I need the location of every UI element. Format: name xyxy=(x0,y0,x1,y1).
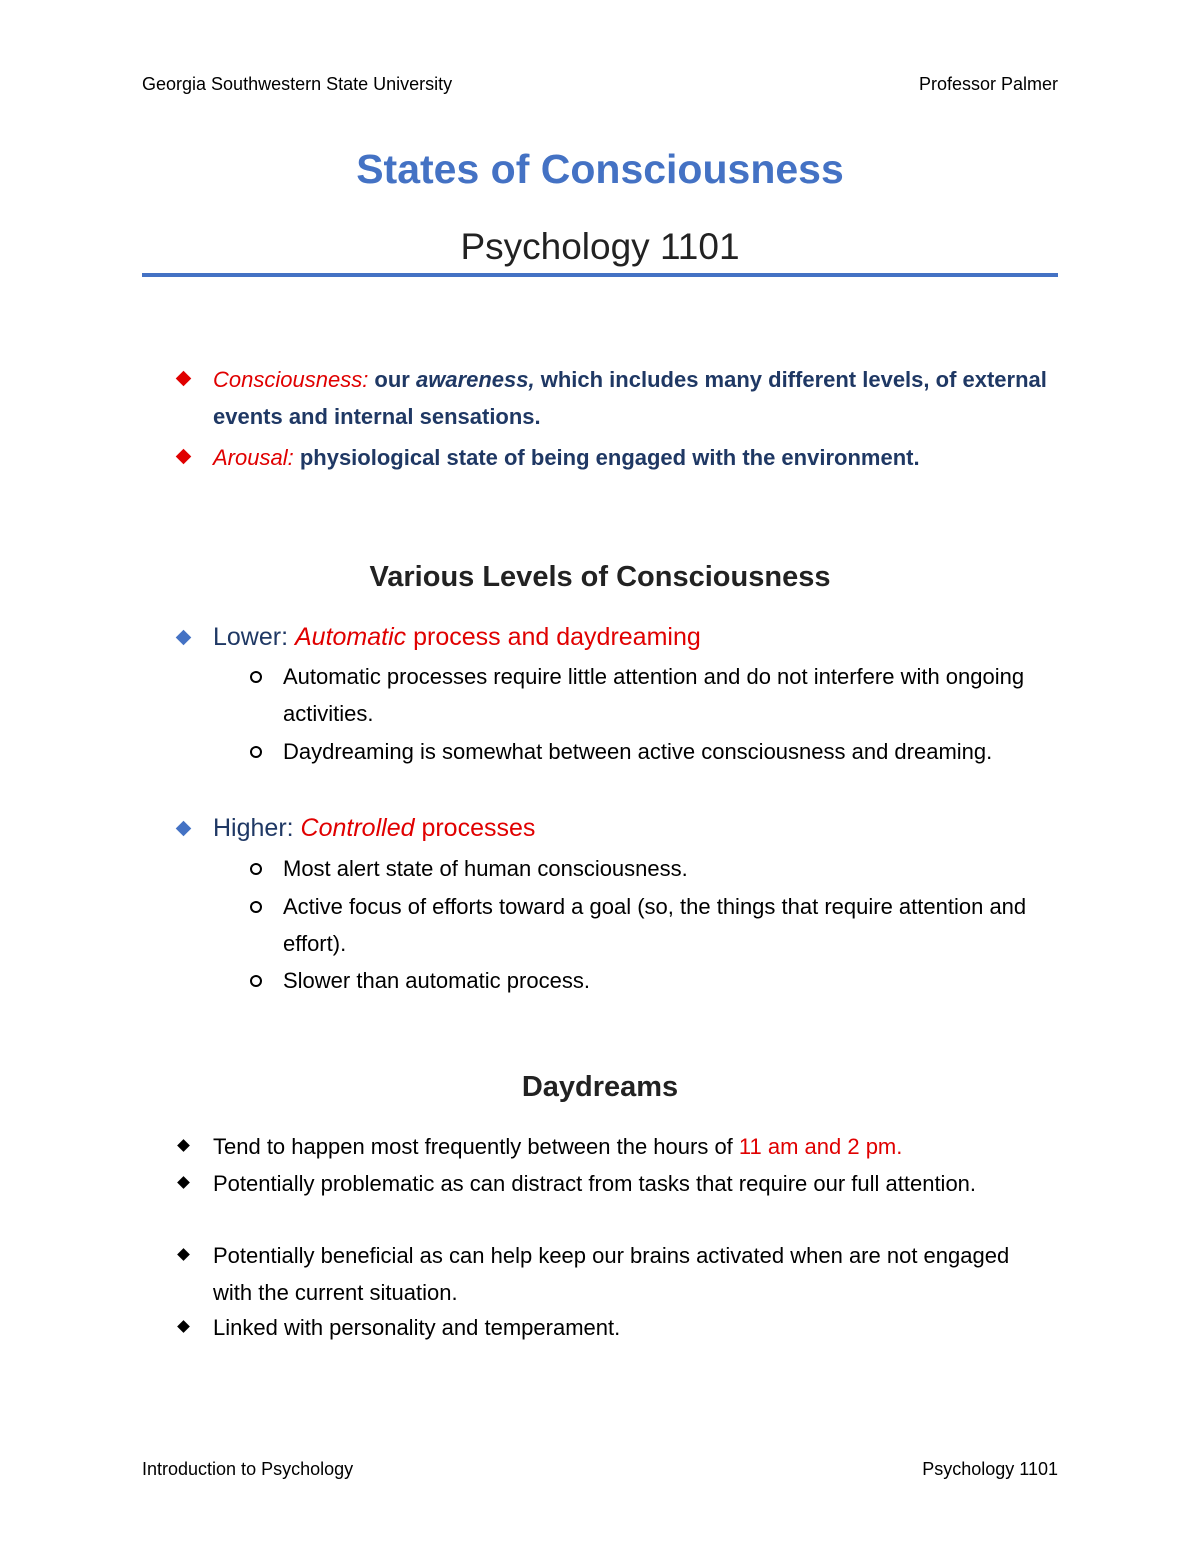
list-item xyxy=(247,658,1067,732)
level-type: Automatic xyxy=(294,623,407,651)
diamond-bullet-icon xyxy=(176,630,192,646)
time-highlight: 11 am and 2 pm. xyxy=(738,1134,903,1159)
header-instructor: Professor Palmer xyxy=(918,74,1058,94)
list-item-text: Most alert state of human consciousness. xyxy=(283,856,688,881)
definition-consciousness xyxy=(175,361,1075,435)
list-item xyxy=(175,1237,1075,1311)
circle-bullet-icon xyxy=(250,746,262,758)
list-item-text: Slower than automatic process. xyxy=(283,968,590,993)
header-institution: Georgia Southwestern State University xyxy=(142,74,453,94)
section-heading-daydreams: Daydreams xyxy=(521,1071,679,1103)
list-item-text: Daydreaming is somewhat between active consciousness and dreaming. xyxy=(283,739,993,764)
circle-bullet-icon xyxy=(250,901,262,913)
diamond-bullet-icon xyxy=(177,1176,190,1189)
section-heading-levels: Various Levels of Consciousness xyxy=(369,561,831,593)
footer-course-name: Introduction to Psychology xyxy=(142,1459,354,1479)
title-divider xyxy=(142,273,1058,277)
definition-text: which includes many different levels, of external events and internal sensations. xyxy=(213,367,1047,429)
page-header xyxy=(142,74,1058,95)
definition-text: our xyxy=(368,367,416,392)
page-footer xyxy=(142,1459,1058,1480)
level-lower xyxy=(175,619,1075,656)
footer-course-code: Psychology 1101 xyxy=(922,1459,1058,1479)
level-higher xyxy=(175,810,1075,847)
diamond-bullet-icon xyxy=(176,371,192,387)
level-label: Higher: xyxy=(213,814,301,842)
circle-bullet-icon xyxy=(250,975,262,987)
definition-term: Arousal: xyxy=(213,445,294,470)
list-item-text: Potentially beneficial as can help keep our brains activated when are not engaged with the current situation. xyxy=(213,1243,1010,1305)
level-label: Lower: xyxy=(213,623,295,651)
diamond-bullet-icon xyxy=(177,1139,190,1152)
diamond-bullet-icon xyxy=(176,821,192,837)
definition-arousal xyxy=(175,439,1075,476)
level-description: processes xyxy=(414,814,536,842)
document-title: States of Consciousness xyxy=(356,146,844,192)
definition-text: physiological state of being engaged with the environment. xyxy=(293,445,920,470)
level-description: process and daydreaming xyxy=(406,623,701,651)
list-item-text: Automatic processes require little attention and do not interfere with ongoing activities. xyxy=(283,664,1025,726)
list-item-text: Tend to happen most frequently between the hours of xyxy=(213,1134,739,1159)
list-item xyxy=(175,1128,1075,1165)
list-item-text: Linked with personality and temperament. xyxy=(213,1315,621,1340)
list-item xyxy=(175,1165,1075,1202)
list-item xyxy=(247,850,1067,887)
list-item xyxy=(247,733,1067,770)
circle-bullet-icon xyxy=(250,863,262,875)
diamond-bullet-icon xyxy=(177,1320,190,1333)
list-item-text: Active focus of efforts toward a goal (so, the things that require attention and effort). xyxy=(283,894,1027,956)
diamond-bullet-icon xyxy=(177,1248,190,1261)
definition-term: Consciousness: xyxy=(213,367,369,392)
definition-emphasis: awareness, xyxy=(415,367,535,392)
list-item xyxy=(175,1309,1075,1346)
list-item xyxy=(247,962,1067,999)
diamond-bullet-icon xyxy=(176,449,192,465)
document-subtitle: Psychology 1101 xyxy=(460,226,740,267)
list-item xyxy=(247,888,1067,962)
circle-bullet-icon xyxy=(250,671,262,683)
level-type: Controlled xyxy=(300,814,415,842)
list-item-text: Potentially problematic as can distract from tasks that require our full attention. xyxy=(213,1171,977,1196)
